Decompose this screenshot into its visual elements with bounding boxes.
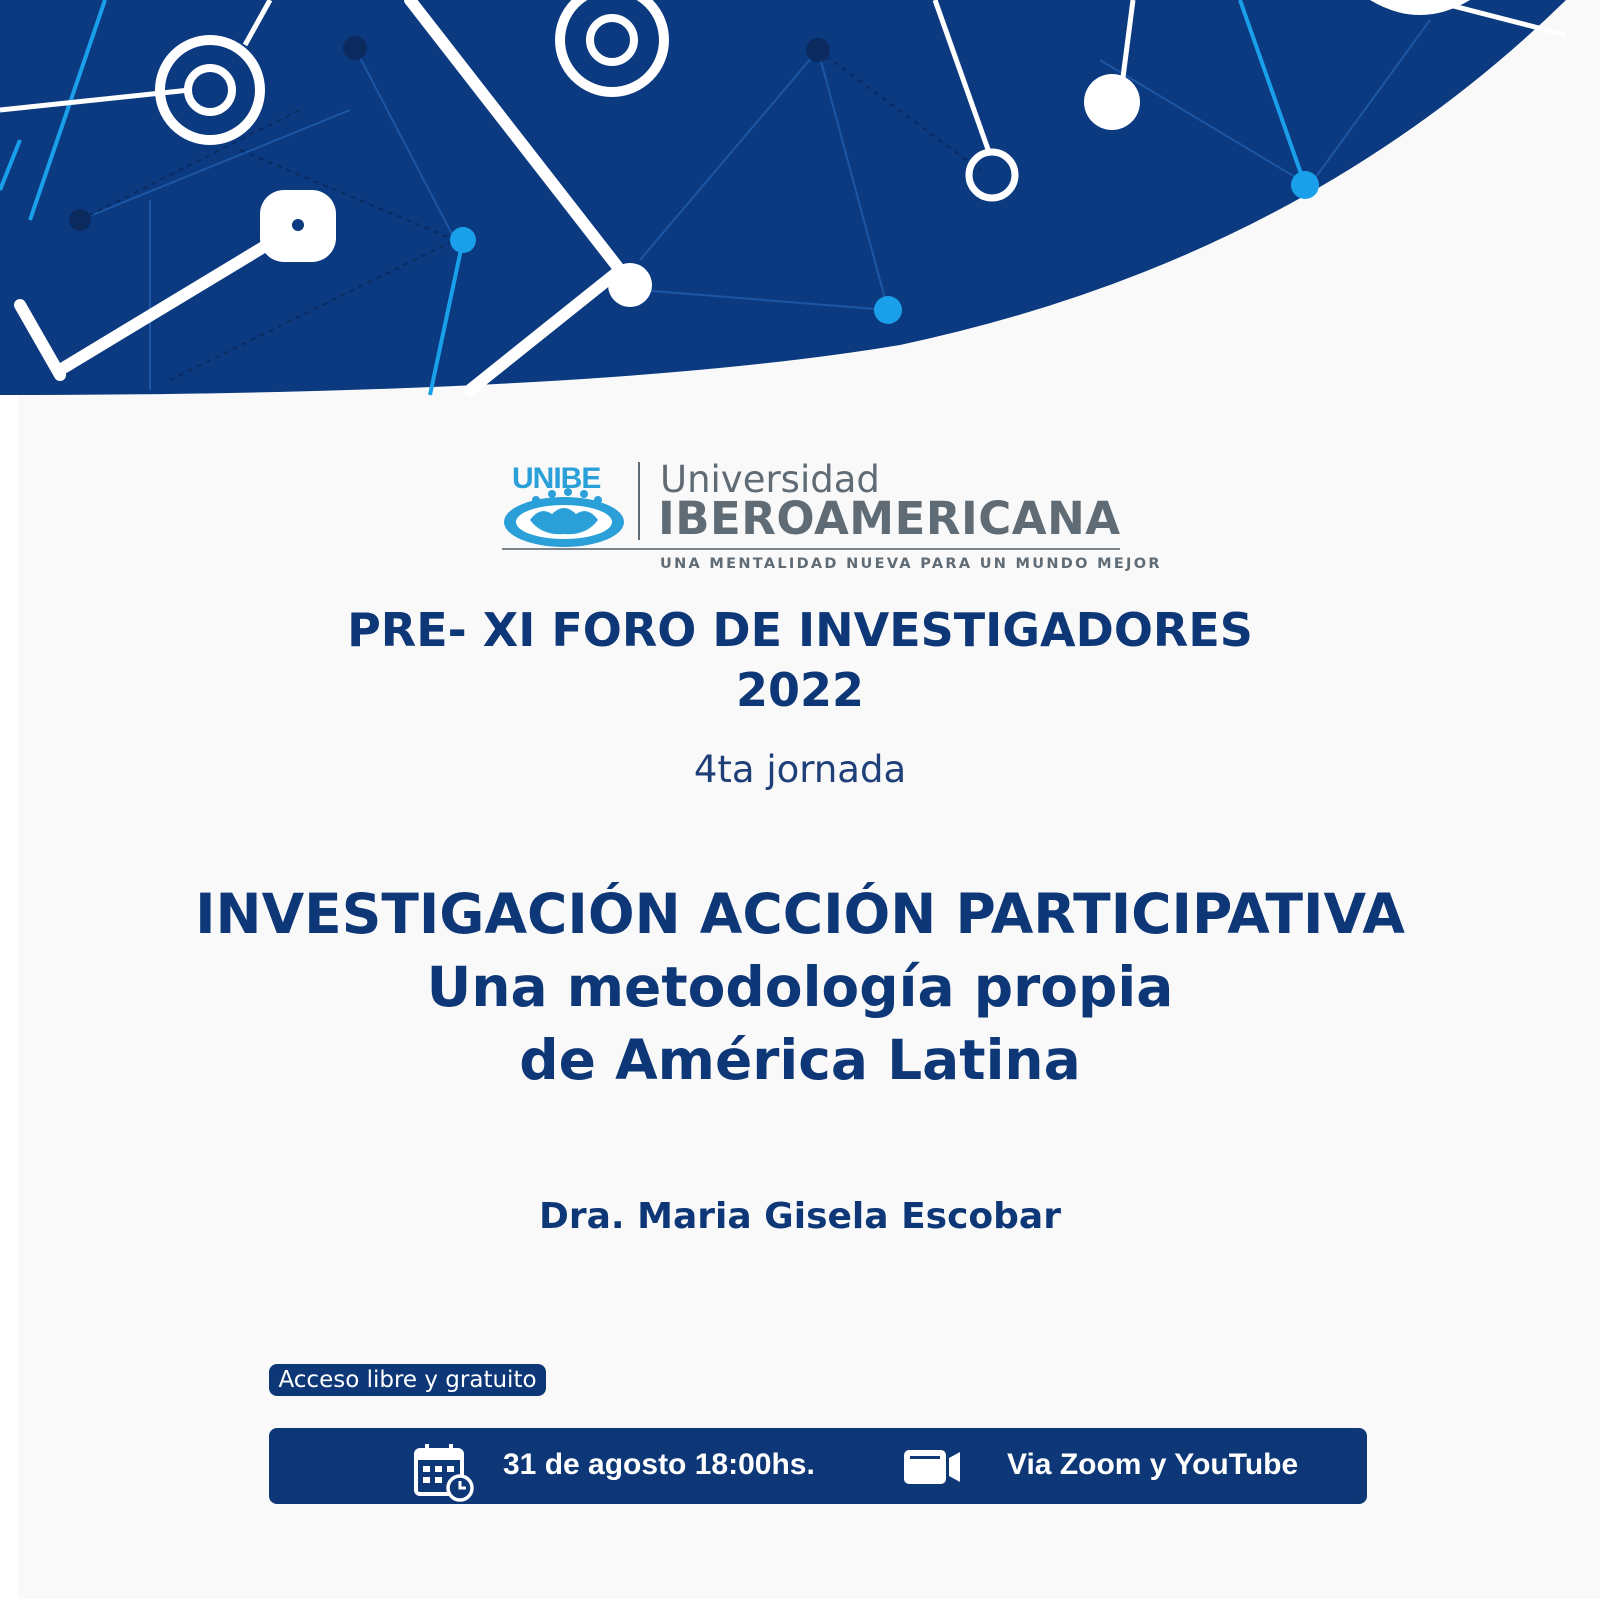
talk-title-line2: Una metodología propia (426, 955, 1174, 1019)
event-date-time: 31 de agosto 18:00hs. (503, 1448, 815, 1481)
video-camera-icon (904, 1450, 962, 1484)
event-title-line1: PRE- XI FORO DE INVESTIGADORES (347, 603, 1253, 657)
event-info-bar (269, 1428, 1367, 1504)
speaker-name: Dra. Maria Gisela Escobar (539, 1196, 1061, 1237)
logo-tagline: UNA MENTALIDAD NUEVA PARA UN MUNDO MEJOR (660, 556, 1162, 572)
session-label: 4ta jornada (693, 748, 907, 791)
university-logo (500, 458, 1162, 582)
calendar-clock-icon (413, 1442, 475, 1502)
access-badge: Acceso libre y gratuito (269, 1364, 546, 1396)
logo-acronym: UNIBE (512, 462, 601, 495)
event-title (0, 600, 1600, 720)
event-title-line2: 2022 (735, 663, 865, 717)
talk-title-line1: INVESTIGACIÓN ACCIÓN PARTICIPATIVA (195, 882, 1405, 946)
talk-title-line3: de América Latina (519, 1028, 1081, 1092)
network-banner (0, 0, 1600, 420)
talk-title (0, 878, 1600, 1097)
logo-divider (638, 462, 640, 540)
logo-line2: IBEROAMERICANA (658, 492, 1121, 545)
logo-rule (502, 548, 1120, 550)
event-platform: Via Zoom y YouTube (1007, 1448, 1299, 1481)
logo-line1: Universidad (660, 458, 880, 501)
